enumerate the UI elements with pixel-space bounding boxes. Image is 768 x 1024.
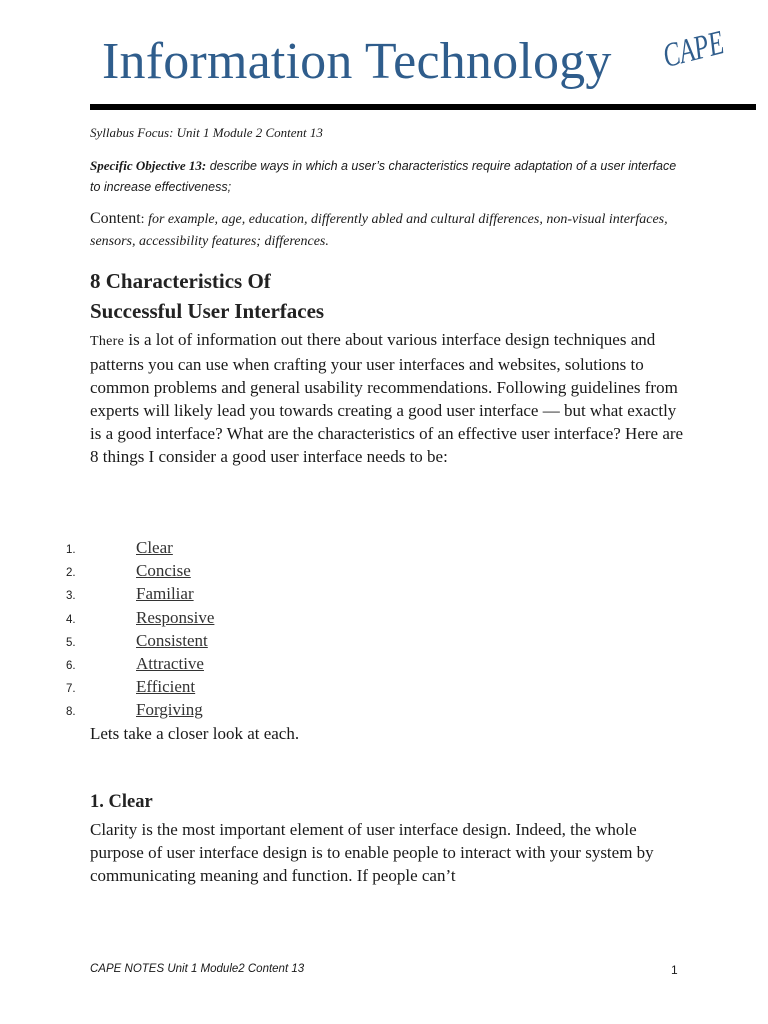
clear-heading: 1. Clear [90, 792, 153, 812]
content-label: Content [90, 210, 141, 227]
cape-logo: CAPE [659, 24, 728, 75]
list-number: 1. [66, 544, 76, 556]
list-item [66, 654, 366, 677]
link-familiar[interactable]: Familiar [136, 584, 194, 604]
link-forgiving[interactable]: Forgiving [136, 700, 203, 720]
list-number: 4. [66, 613, 76, 626]
closer-text: Lets take a closer look at each. [90, 724, 300, 743]
intro-first-word: There [90, 334, 125, 349]
list-number: 7. [66, 683, 76, 696]
list-item [66, 584, 366, 607]
document-title: Information Technology [102, 33, 612, 90]
section-heading-line1: 8 Characteristics Of [90, 269, 271, 293]
link-responsive[interactable]: Responsive [136, 607, 215, 627]
link-efficient[interactable]: Efficient [136, 677, 196, 697]
list-number: 6. [66, 659, 76, 672]
section-heading [90, 266, 324, 326]
list-number: 2. [66, 567, 76, 580]
link-attractive[interactable]: Attractive [136, 653, 204, 673]
content-description [90, 208, 710, 253]
list-number: 8. [66, 706, 76, 719]
objective-text: describe ways in which a user’s characteristics require adaptation of a user interface to increase effectiveness; [90, 159, 677, 194]
list-item [66, 561, 366, 584]
link-concise[interactable]: Concise [136, 561, 191, 581]
content-colon: : [140, 212, 149, 227]
intro-paragraph [90, 328, 690, 468]
content-text: for example, age, education, differently abled and cultural differences, non-visual interfaces, sensors, accessibility features; differences. [90, 212, 668, 249]
page-number: 1 [671, 963, 678, 977]
list-number: 3. [66, 590, 76, 603]
footer-note: CAPE NOTES Unit 1 Module2 Content 13 [90, 963, 305, 975]
list-number: 5. [66, 636, 76, 649]
specific-objective [90, 155, 690, 198]
link-consistent[interactable]: Consistent [136, 630, 208, 650]
list-item [66, 631, 366, 654]
objective-label: Specific Objective 13: [90, 158, 207, 173]
list-item [66, 608, 366, 631]
intro-text: is a lot of information out there about various interface design techniques and patterns you can use when crafting your user interfaces and websites, solutions to common problems and general usability recommendations. Following guidelines from experts will likely lead you towards creating a good user interface — but what exactly is a good interface? What are the characteristics of an effective user interface? Here are 8 things I consider a good user interface needs to be: [90, 330, 684, 466]
clear-paragraph: Clarity is the most important element of user interface design. Indeed, the whole purpose of user interface design is to enable people to interact with your system by communicating meaning and function. If people can’t [90, 820, 654, 885]
link-clear[interactable]: Clear [136, 538, 173, 557]
section-heading-line2: Successful User Interfaces [90, 299, 325, 323]
list-item [66, 538, 366, 561]
characteristics-list [66, 538, 366, 724]
list-item [66, 677, 366, 700]
syllabus-focus: Syllabus Focus: Unit 1 Module 2 Content 13 [90, 125, 323, 140]
header-divider [90, 104, 756, 110]
list-item [66, 700, 366, 723]
